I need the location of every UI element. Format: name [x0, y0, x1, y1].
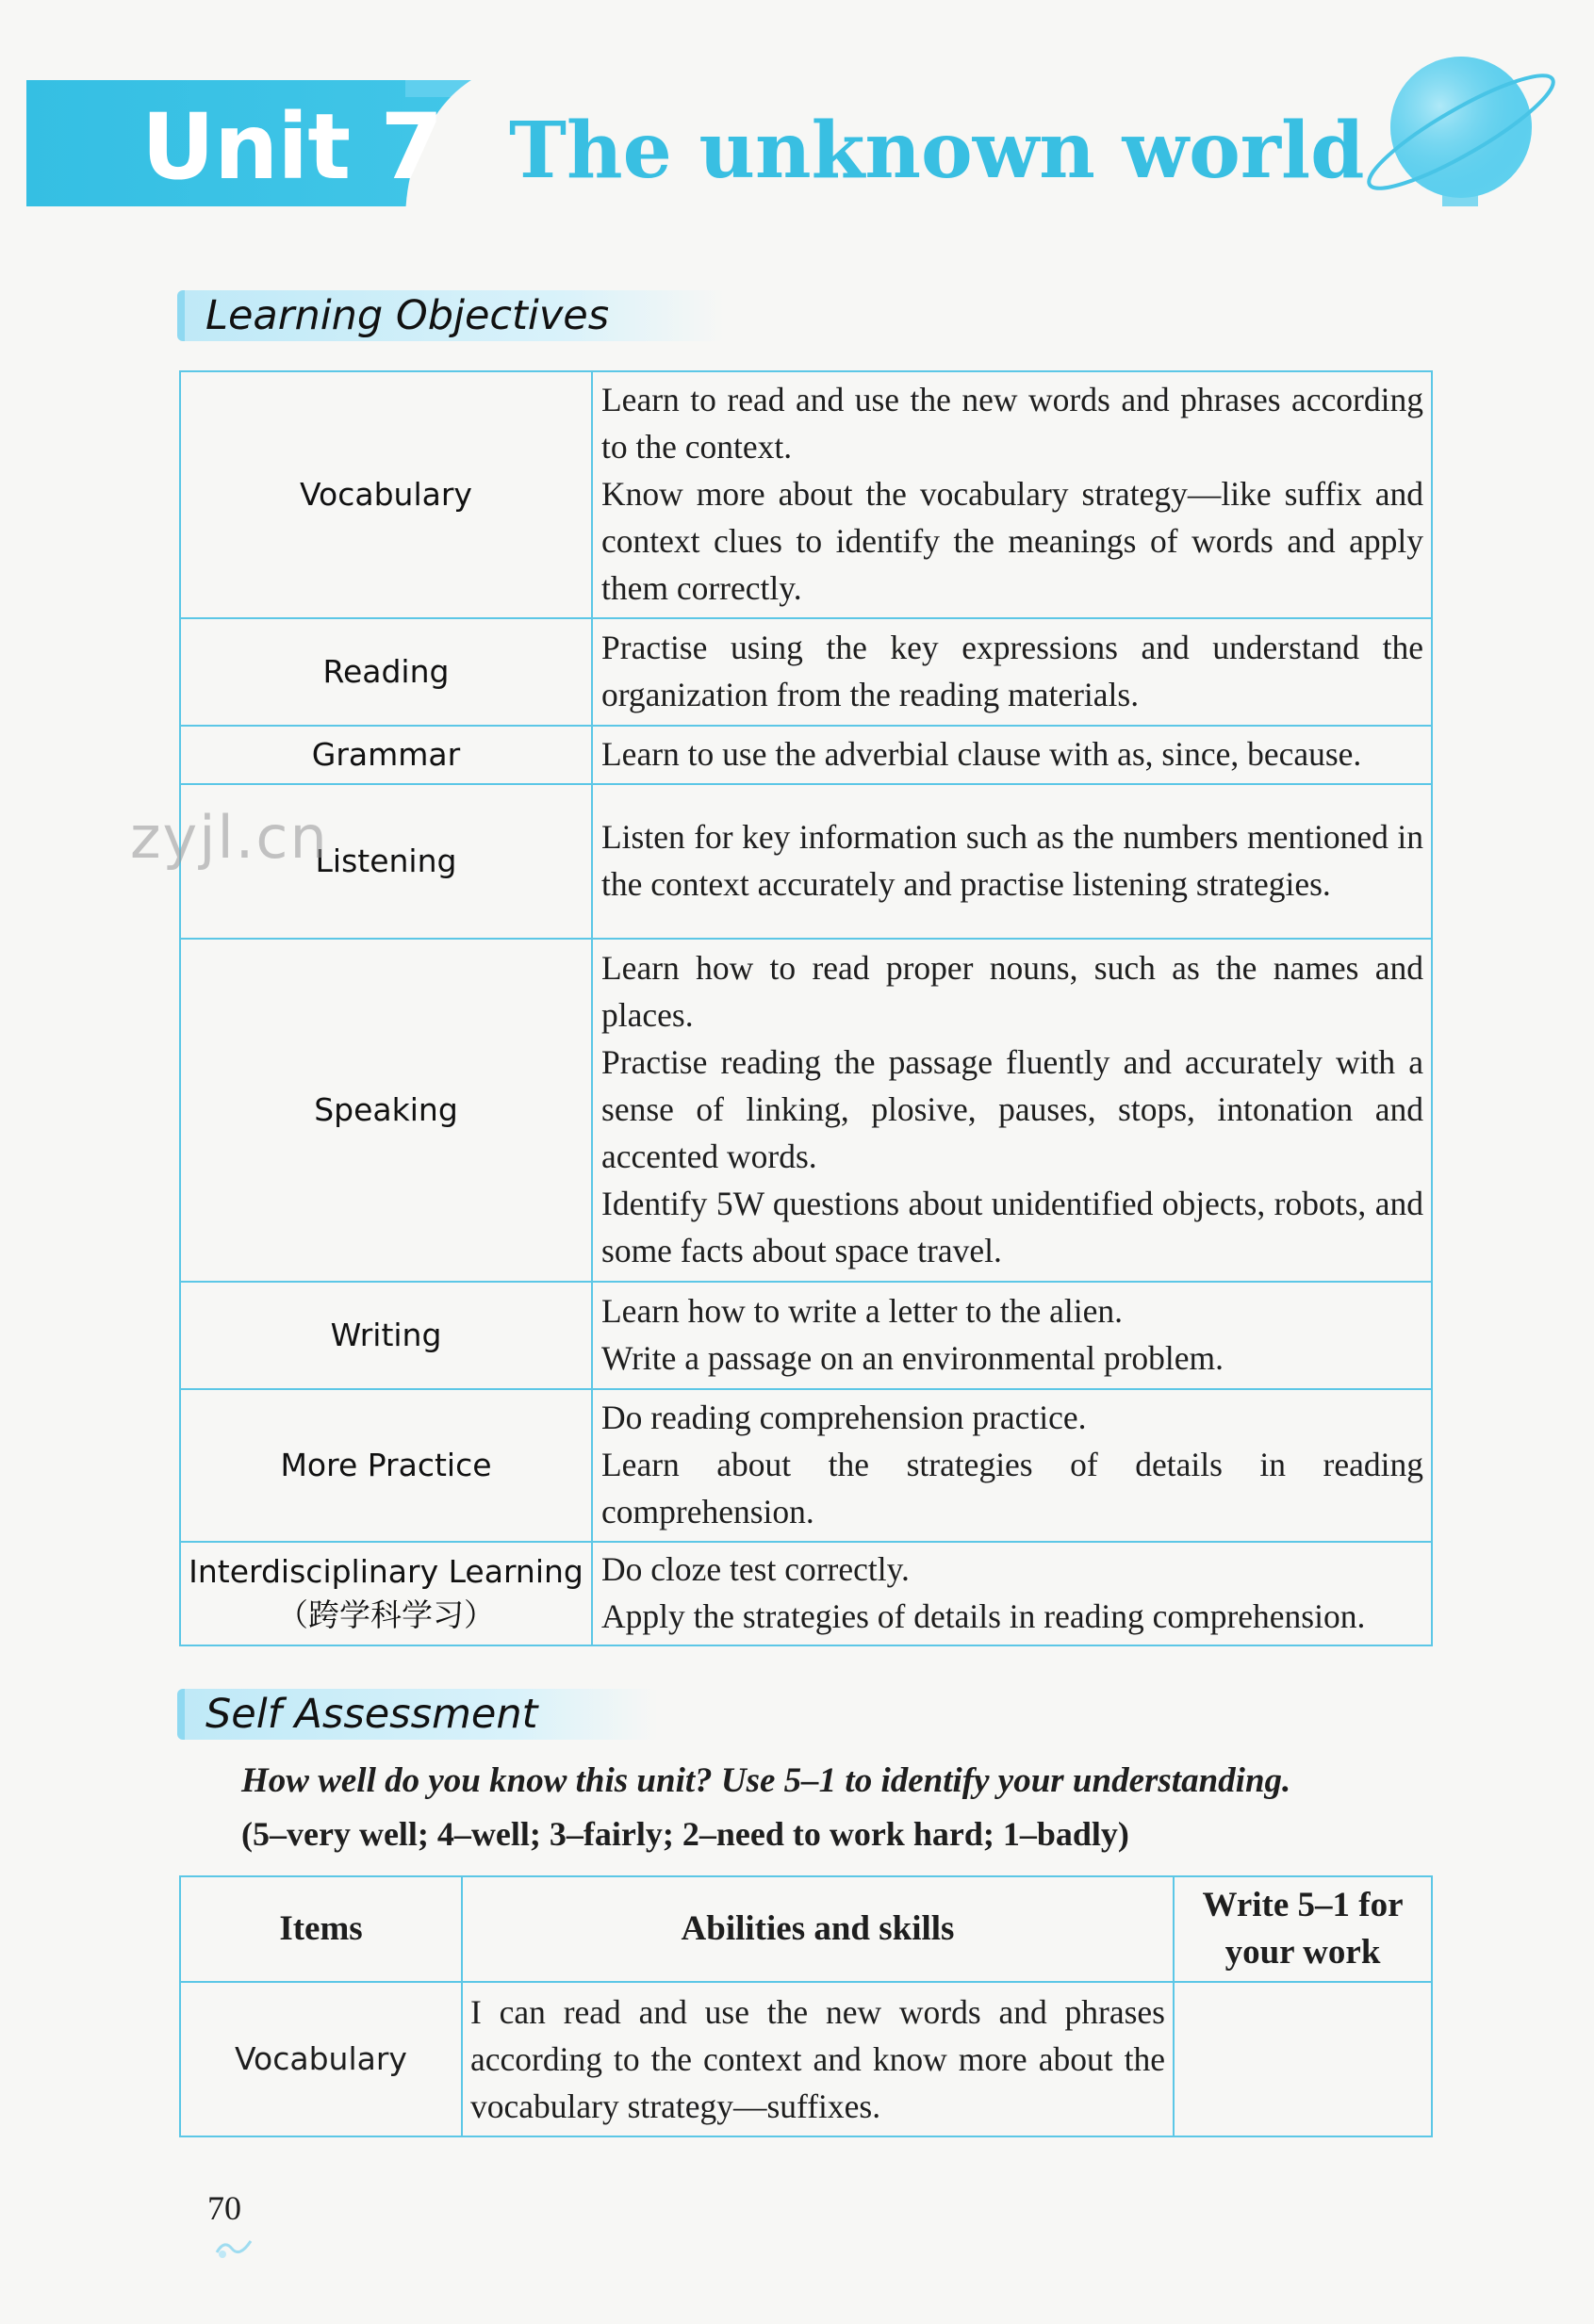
unit-title: The unknown world [509, 106, 1365, 196]
objective-row-reading [180, 618, 1432, 726]
objective-label: Grammar [180, 726, 592, 784]
column-header-score: Write 5–1 for your work [1174, 1876, 1432, 1982]
objective-line: Identify 5W questions about unidentified objects, robots, and some facts about space travel. [601, 1185, 1423, 1269]
objective-label: Listening [180, 784, 592, 939]
objective-line: Learn to use the adverbial clause with as, since, because. [601, 735, 1362, 773]
objective-label: Speaking [180, 939, 592, 1282]
learning-objectives-heading [177, 290, 724, 341]
objective-label: Vocabulary [180, 371, 592, 618]
objective-row-vocabulary [180, 371, 1432, 618]
watermark: zyjl.cn [130, 803, 329, 872]
objective-row-grammar [180, 726, 1432, 784]
objective-label: Writing [180, 1282, 592, 1389]
objective-label [180, 1542, 592, 1645]
self-assessment-table [179, 1875, 1433, 2137]
objective-line: Learn how to write a letter to the alien. [601, 1292, 1123, 1330]
objective-content [592, 784, 1432, 939]
objective-line: Apply the strategies of details in reading comprehension. [601, 1597, 1366, 1635]
unit-label: Unit 7 [141, 94, 443, 200]
page-corner-swirl-icon [215, 2234, 253, 2260]
objective-content [592, 939, 1432, 1282]
column-header-abilities: Abilities and skills [462, 1876, 1174, 1982]
objective-content [592, 1542, 1432, 1645]
assessment-row-vocabulary [180, 1982, 1432, 2136]
objective-row-listening [180, 784, 1432, 939]
objective-row-more-practice [180, 1389, 1432, 1542]
assessment-scale: (5–very well; 4–well; 3–fairly; 2–need to work hard; 1–badly) [241, 1815, 1129, 1853]
objective-line: Learn about the strategies of details in reading comprehension. [601, 1446, 1423, 1530]
objective-line: Listen for key information such as the numbers mentioned in the context accurately and practise listening strategies. [601, 818, 1423, 903]
objective-label-main: Interdisciplinary Learning [189, 1553, 583, 1590]
planet-icon [1367, 38, 1574, 207]
objective-line: Learn to read and use the new words and phrases according to the context. [601, 381, 1423, 466]
objective-line: Practise reading the passage fluently and accurately with a sense of linking, plosive, pauses, stops, intonation and accented words. [601, 1043, 1423, 1175]
objective-line: Know more about the vocabulary strategy—like suffix and context clues to identify the meanings of words and apply them correctly. [601, 475, 1423, 607]
objective-line: Write a passage on an environmental problem. [601, 1339, 1224, 1377]
objective-row-speaking [180, 939, 1432, 1282]
objective-row-interdisciplinary [180, 1542, 1432, 1645]
objective-label: Reading [180, 618, 592, 726]
self-assessment-heading [177, 1689, 658, 1740]
assessment-ability: I can read and use the new words and phrases according to the context and know more about the vocabulary strategy—suffixes. [462, 1982, 1174, 2136]
assessment-header-row [180, 1876, 1432, 1982]
objective-content [592, 618, 1432, 726]
objective-label: More Practice [180, 1389, 592, 1542]
objective-line: Learn how to read proper nouns, such as the names and places. [601, 949, 1423, 1034]
assessment-score-cell[interactable] [1174, 1982, 1432, 2136]
learning-objectives-heading-text: Learning Objectives [205, 292, 610, 339]
objective-line: Do reading comprehension practice. [601, 1399, 1087, 1436]
objective-line: Practise using the key expressions and understand the organization from the reading materials. [601, 629, 1423, 713]
self-assessment-heading-text: Self Assessment [205, 1691, 538, 1738]
assessment-question: How well do you know this unit? Use 5–1 to identify your understanding. [241, 1761, 1291, 1800]
page-number: 70 [207, 2189, 241, 2227]
objective-content [592, 1389, 1432, 1542]
learning-objectives-table [179, 370, 1433, 1646]
column-header-items: Items [180, 1876, 462, 1982]
objective-label-sub: （跨学科学习） [277, 1596, 495, 1633]
objective-line: Do cloze test correctly. [601, 1550, 910, 1588]
objective-content [592, 371, 1432, 618]
objective-row-writing [180, 1282, 1432, 1389]
objective-content [592, 1282, 1432, 1389]
assessment-item: Vocabulary [180, 1982, 462, 2136]
objective-content [592, 726, 1432, 784]
